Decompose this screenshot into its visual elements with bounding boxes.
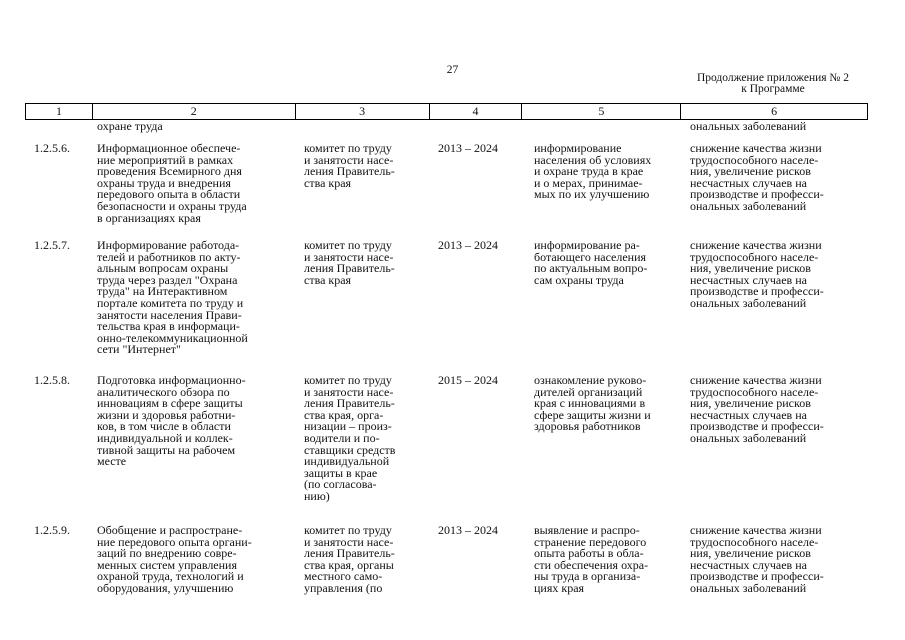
header-col-3: 3: [296, 104, 430, 119]
row-consequence: снижение качества жизни трудоспособного населе- ния, увеличение рисков несчастных случаев на производстве и професси- ональных заболеваний: [690, 523, 824, 595]
row-activity: Информирование работода- телей и работников по акту- альным вопросам охраны труда через раздел "Охрана труда" на Интерактивном портале комитета по труду и занятости населения Прави- тельства края в информаци- онно-телекоммуникационной сети "Интернет": [97, 238, 248, 357]
header-col-6: 6: [681, 104, 868, 119]
row-result: ознакомление руково- дителей организаций края с инновациями в сфере защиты жизни и здоровья работников: [534, 373, 651, 434]
row-consequence: снижение качества жизни трудоспособного населе- ния, увеличение рисков несчастных случаев на производстве и професси- ональных заболеваний: [690, 238, 824, 310]
header-col-5: 5: [522, 104, 681, 119]
carry-consequence: ональных заболеваний: [690, 119, 807, 133]
row-period: 2013 – 2024: [438, 141, 498, 155]
header-col-4: 4: [430, 104, 523, 119]
carry-activity: охране труда: [97, 119, 163, 133]
appendix-line-1: Продолжение приложения № 2: [696, 72, 850, 84]
row-executor: комитет по труду и занятости насе- ления Правитель- ства края: [304, 141, 395, 190]
row-consequence: снижение качества жизни трудоспособного населе- ния, увеличение рисков несчастных случаев на производстве и професси- ональных заболеваний: [690, 141, 824, 213]
row-period: 2013 – 2024: [438, 238, 498, 252]
appendix-note: [678, 73, 868, 95]
row-executor: комитет по труду и занятости насе- ления Правитель- ства края, орга- низации – произ- водители и по- ставщики средств индивидуальной защиты в крае (по согласова- нию): [304, 373, 396, 503]
row-result: выявление и распро- странение передового опыта работы в обла- сти обеспечения охра- ны труда в организа- циях края: [534, 523, 649, 595]
row-activity: Обобщение и распростране- ние передового опыта органи- заций по внедрению совре- менных систем управления охраной труда, технологий и оборудования, улучшению: [97, 523, 252, 595]
row-result: информирование ра- ботающего населения по актуальным вопро- сам охраны труда: [534, 238, 648, 287]
row-period: 2015 – 2024: [438, 373, 498, 387]
row-number: 1.2.5.6.: [34, 141, 70, 155]
row-activity: Информационное обеспече- ние мероприятий в рамках проведения Всемирного дня охраны труда и внедрения передового опыта в области безопасности и охраны труда в организациях края: [97, 141, 247, 225]
row-result: информирование населения об условиях и охране труда в крае и о мерах, принимае- мых по их улучшению: [534, 141, 652, 202]
header-col-1: 1: [26, 104, 93, 119]
row-executor: комитет по труду и занятости насе- ления Правитель- ства края: [304, 238, 395, 287]
page-number: 27: [446, 64, 459, 76]
row-number: 1.2.5.8.: [34, 373, 70, 387]
appendix-line-2: к Программе: [741, 83, 805, 95]
row-consequence: снижение качества жизни трудоспособного населе- ния, увеличение рисков несчастных случаев на производстве и професси- ональных заболеваний: [690, 373, 824, 445]
row-number: 1.2.5.7.: [34, 238, 70, 252]
row-number: 1.2.5.9.: [34, 523, 70, 537]
row-executor: комитет по труду и занятости насе- ления Правитель- ства края, органы местного само- управления (по: [304, 523, 395, 595]
header-col-2: 2: [93, 104, 296, 119]
row-period: 2013 – 2024: [438, 523, 498, 537]
table-header: [25, 103, 868, 120]
row-activity: Подготовка информационно- аналитического обзора по инновациям в сфере защиты жизни и здоровья работни- ков, в том числе в области индивидуальной и коллек- тивной защиты на рабочем месте: [97, 373, 246, 469]
